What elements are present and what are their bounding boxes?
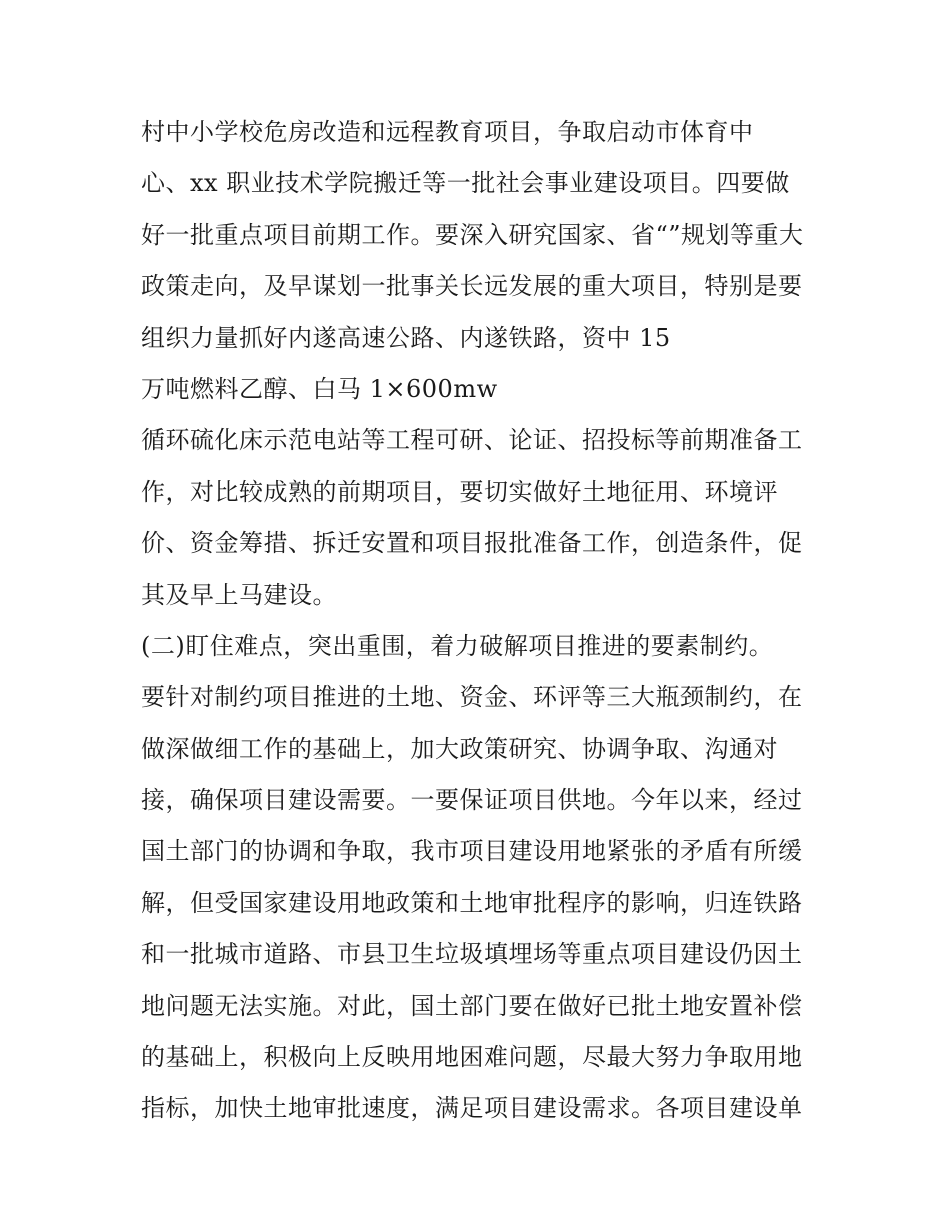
text-line: 组织力量抓好内遂高速公路、内遂铁路，资中 15 — [141, 323, 671, 352]
document-body — [141, 107, 831, 1135]
text-line: 地问题无法实施。对此，国土部门要在做好已批土地安置补偿 — [141, 991, 803, 1020]
text-line: 村中小学校危房改造和远程教育项目，争取启动市体育中 — [141, 118, 754, 146]
text-line: 接，确保项目建设需要。一要保证项目供地。今年以来，经过 — [141, 786, 803, 815]
section-heading: (二)盯住难点，突出重围，着力破解项目推进的要素制约。 — [141, 631, 774, 660]
text-line: 解，但受国家建设用地政策和土地审批程序的影响，归连铁路 — [141, 888, 803, 917]
text-line: 好一批重点项目前期工作。要深入研究国家、省“”规划等重大 — [141, 220, 804, 249]
text-line: 价、资金筹措、拆迁安置和项目报批准备工作，创造条件，促 — [141, 529, 803, 558]
text-line: 其及早上马建设。 — [141, 580, 337, 609]
text-line: 和一批城市道路、市县卫生垃圾填埋场等重点项目建设仍因土 — [141, 940, 803, 969]
text-line: 的基础上，积极向上反映用地困难问题，尽最大努力争取用地 — [141, 1043, 803, 1072]
text-line: 心、xx 职业技术学院搬迁等一批社会事业建设项目。四要做 — [141, 169, 790, 198]
text-line: 作，对比较成熟的前期项目，要切实做好土地征用、环境评 — [141, 477, 778, 506]
text-line: 要针对制约项目推进的土地、资金、环评等三大瓶颈制约，在 — [141, 683, 803, 712]
text-line: 政策走向，及早谋划一批事关长远发展的重大项目，特别是要 — [141, 272, 803, 301]
text-line: 万吨燃料乙醇、白马 1×600mw — [141, 374, 498, 403]
text-line: 做深做细工作的基础上，加大政策研究、协调争取、沟通对 — [141, 734, 778, 763]
text-line: 指标，加快土地审批速度，满足项目建设需求。各项目建设单 — [141, 1094, 803, 1123]
text-line: 国土部门的协调和争取，我市项目建设用地紧张的矛盾有所缓 — [141, 837, 803, 866]
text-line: 循环硫化床示范电站等工程可研、论证、招投标等前期准备工 — [141, 426, 803, 455]
